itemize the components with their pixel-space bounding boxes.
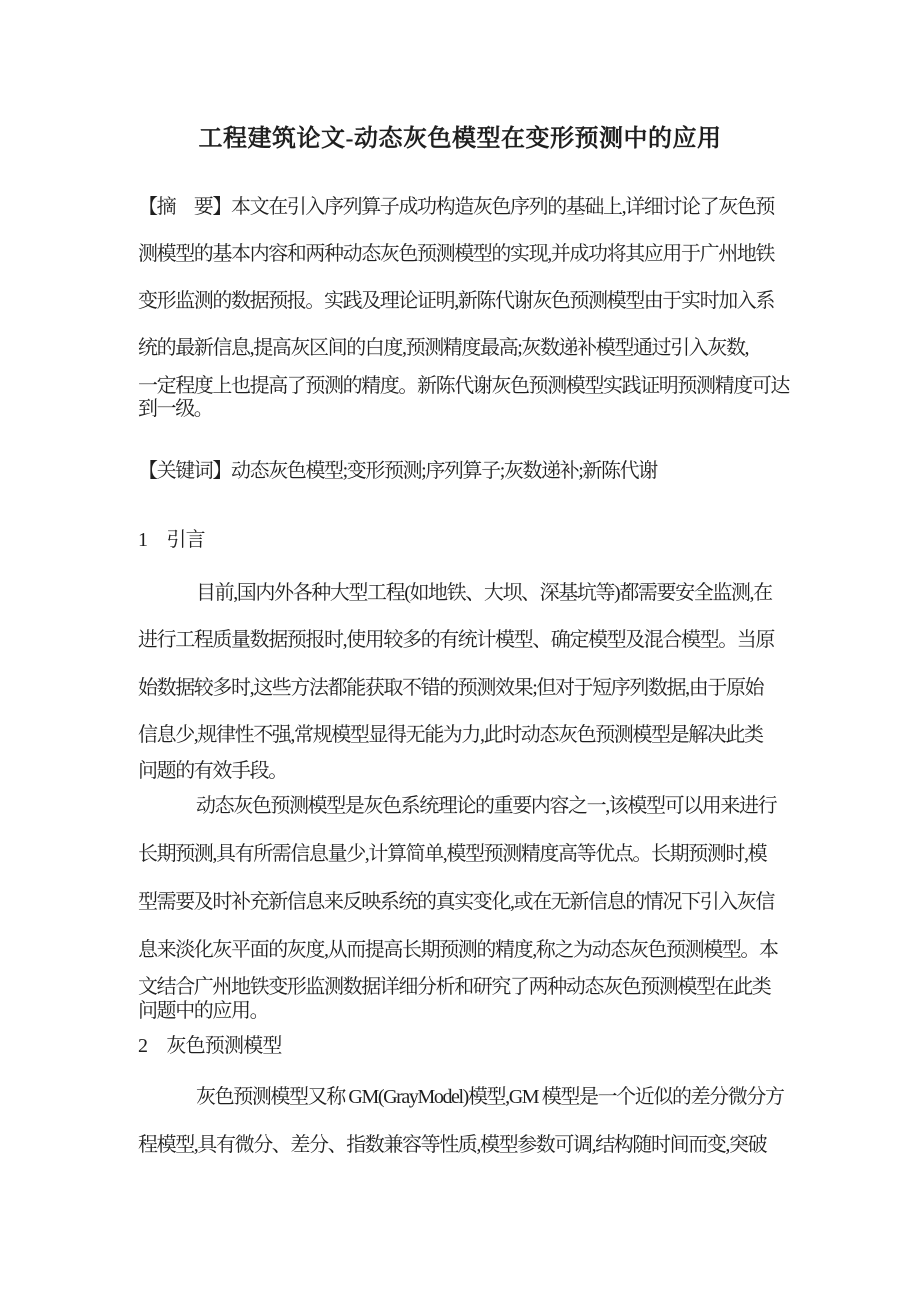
section-heading-1: 1 引言 <box>138 529 205 551</box>
body-line: 信息少,规律性不强,常规模型显得无能为力,此时动态灰色预测模型是解决此类 <box>138 724 763 746</box>
body-line: 文结合广州地铁变形监测数据详细分析和研究了两种动态灰色预测模型在此类 <box>138 976 771 998</box>
abstract-line: 变形监测的数据预报。实践及理论证明,新陈代谢灰色预测模型由于实时加入系 <box>138 290 774 312</box>
body-line: 息来淡化灰平面的灰度,从而提高长期预测的精度,称之为动态灰色预测模型。本 <box>138 939 778 961</box>
abstract-line: 【摘 要】本文在引入序列算子成功构造灰色序列的基础上,详细讨论了灰色预 <box>138 196 774 218</box>
body-line: 目前,国内外各种大型工程(如地铁、大坝、深基坑等)都需要安全监测,在 <box>196 582 772 604</box>
body-line: 长期预测,具有所需信息量少,计算简单,模型预测精度高等优点。长期预测时,模 <box>138 843 767 865</box>
keywords-line: 【关键词】动态灰色模型;变形预测;序列算子;灰数递补;新陈代谢 <box>138 460 657 482</box>
abstract-line: 一定程度上也提高了预测的精度。新陈代谢灰色预测模型实践证明预测精度可达 <box>138 375 789 397</box>
body-line: 型需要及时补充新信息来反映系统的真实变化,或在无新信息的情况下引入灰信 <box>138 891 774 913</box>
abstract-line: 到一级。 <box>138 398 213 420</box>
section-heading-2: 2 灰色预测模型 <box>138 1035 282 1057</box>
body-line: 进行工程质量数据预报时,使用较多的有统计模型、确定模型及混合模型。当原 <box>138 629 774 651</box>
body-line: 问题中的应用。 <box>138 1000 269 1022</box>
body-line: 始数据较多时,这些方法都能获取不错的预测效果;但对于短序列数据,由于原始 <box>138 677 764 699</box>
abstract-line: 统的最新信息,提高灰区间的白度,预测精度最高;灰数递补模型通过引入灰数, <box>138 337 749 359</box>
body-line: 程模型,具有微分、差分、指数兼容等性质,模型参数可调,结构随时间而变,突破 <box>138 1134 767 1156</box>
body-line: 问题的有效手段。 <box>138 760 287 782</box>
body-line: 灰色预测模型又称 GM(GrayModel)模型,GM 模型是一个近似的差分微分方 <box>196 1086 784 1108</box>
abstract-line: 测模型的基本内容和两种动态灰色预测模型的实现,并成功将其应用于广州地铁 <box>138 243 774 265</box>
page-title: 工程建筑论文-动态灰色模型在变形预测中的应用 <box>198 126 722 152</box>
body-line: 动态灰色预测模型是灰色系统理论的重要内容之一,该模型可以用来进行 <box>196 795 777 817</box>
